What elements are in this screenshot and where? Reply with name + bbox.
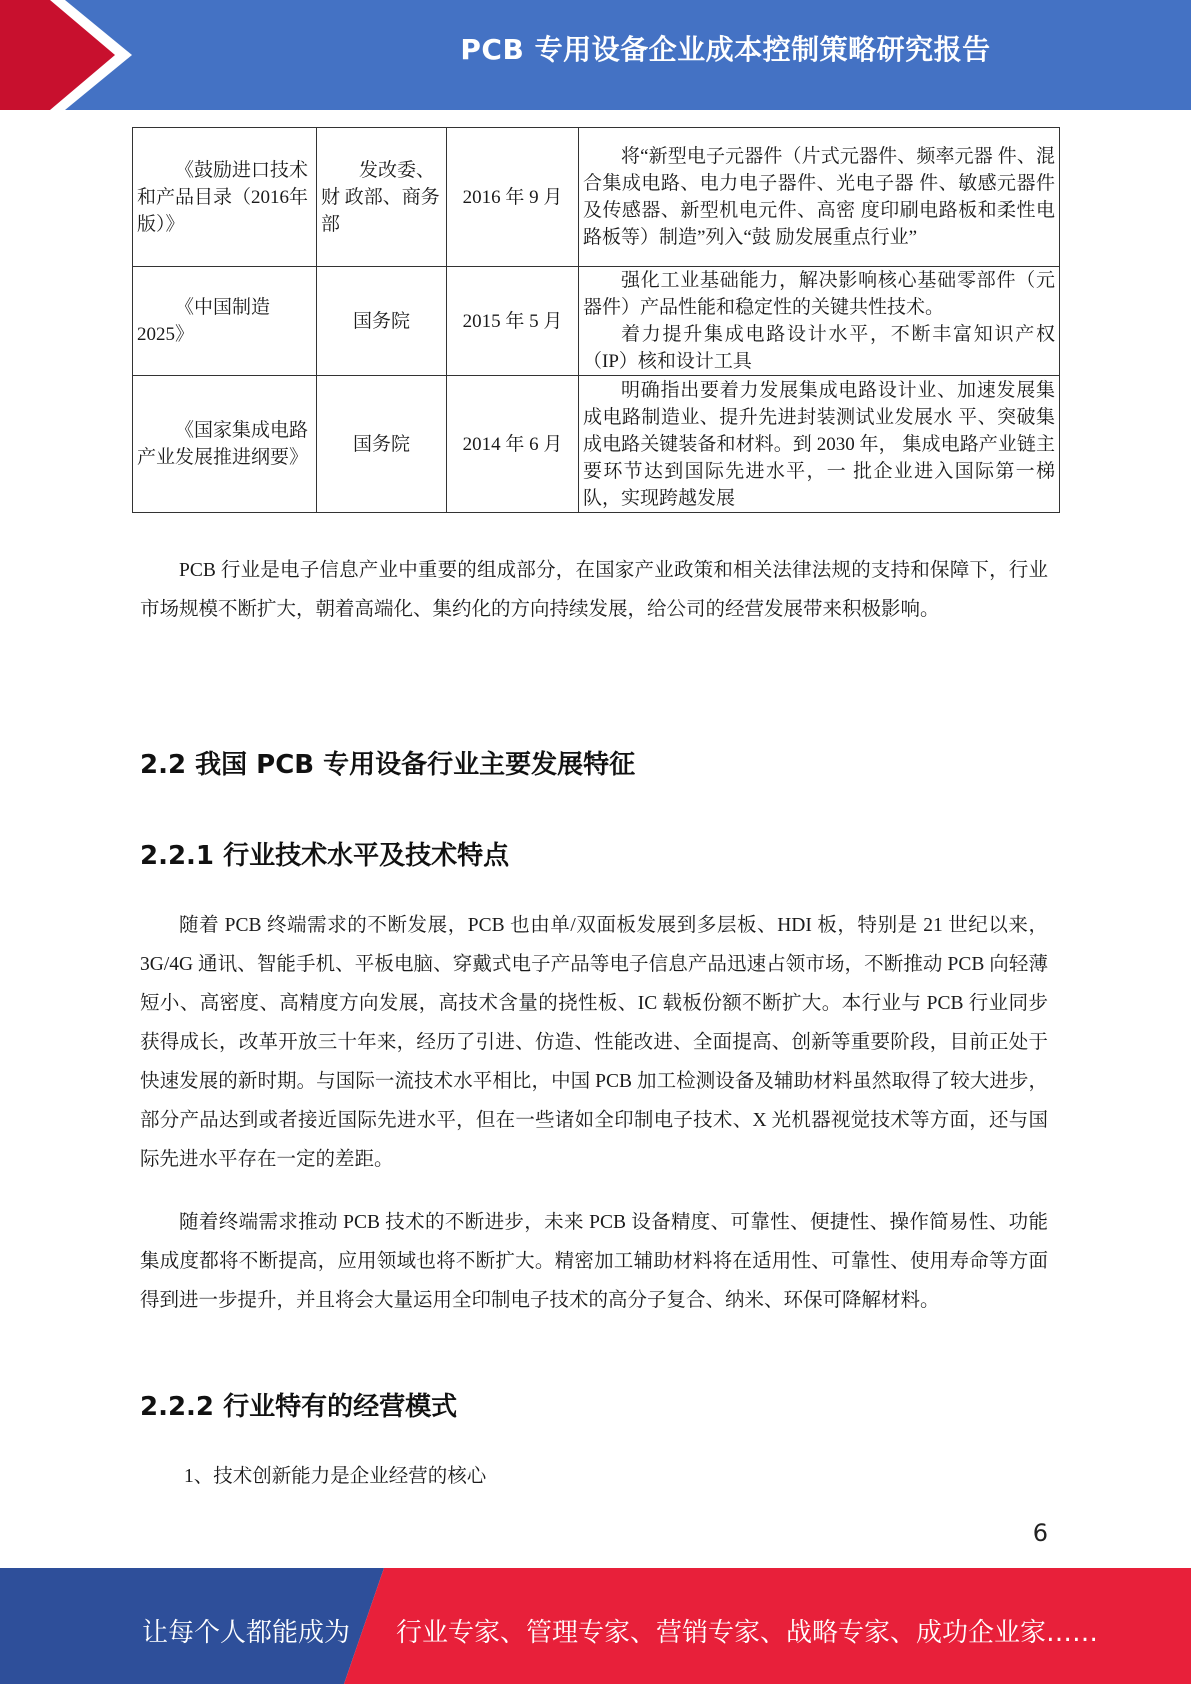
policy-content: 强化工业基础能力，解决影响核心基础零部件（元器件）产品性能和稳定性的关键共性技术。 xyxy=(583,270,1055,318)
paragraph-technology-level: 随着 PCB 终端需求的不断发展，PCB 也由单/双面板发展到多层板、HDI 板，特别是 21 世纪以来，3G/4G 通讯、智能手机、平板电脑、穿戴式电子产品等电子信息产品迅速占领市场，不断推动 PCB 向轻薄短小、高密度、高精度方向发展，高技术含量的挠性板、IC 载板份额不断扩大。本行业与 PCB 行业同步获得成长，改革开放三十年来，经历了引进、仿造、性能改进、全面提高、创新等重要阶段，目前正处于快速发展的新时期。与国际一流技术水平相比，中国 PCB 加工检测设备及辅助材料虽然取得了较大进步，部分产品达到或者接近国际先进水平，但在一些诸如全印制电子技术、X 光机器视觉技术等方面，还与国际先进水平存在一定的差距。 xyxy=(140,915,1048,1170)
policy-org-cell xyxy=(317,128,447,267)
policy-content: 将“新型电子元器件（片式元器件、频率元器 件、混合集成电路、电力电子器件、光电子器 件、敏感元器件及传感器、新型机电元件、高密 度印刷电路板和柔性电路板等）制造”列入“鼓 励发展重点行业” xyxy=(583,146,1055,248)
footer-slogan-left: 让每个人都能成为 xyxy=(142,1618,351,1648)
policy-content-cell xyxy=(579,128,1060,267)
policy-name-cell xyxy=(133,267,317,376)
policy-table xyxy=(132,127,1060,513)
policy-content: 明确指出要着力发展集成电路设计业、加速发展集成电路制造业、提升先进封装测试业发展水 平、突破集成电路关键装备和材料。到 2030 年， 集成电路产业链主要环节达到国际先进水平，一 批企业进入国际第一梯队，实现跨越发展 xyxy=(583,379,1055,509)
policy-org: 发改委、财 政部、商务 部 xyxy=(321,159,440,235)
section-heading-2-2-1: 2.2.1 行业技术水平及技术特点 xyxy=(140,841,510,871)
section-heading-2-2-2: 2.2.2 行业特有的经营模式 xyxy=(140,1392,458,1422)
policy-date: 2015 年 5 月 xyxy=(447,267,579,376)
table-row xyxy=(133,376,1060,513)
policy-date: 2016 年 9 月 xyxy=(447,128,579,267)
table-row xyxy=(133,267,1060,376)
policy-name: 《中国制造 2025》 xyxy=(137,297,271,345)
policy-org: 国务院 xyxy=(317,267,447,376)
table-row xyxy=(133,128,1060,267)
list-item: 1、技术创新能力是企业经营的核心 xyxy=(184,1466,487,1487)
policy-name: 《鼓励进口技术和产品目录（2016年版）》 xyxy=(137,159,309,235)
policy-content-cell xyxy=(579,267,1060,376)
footer-slogan-right: 行业专家、管理专家、营销专家、战略专家、成功企业家…… xyxy=(396,1618,1099,1648)
policy-content: 着力提升集成电路设计水平，不断丰富知识产权（IP）核和设计工具 xyxy=(583,324,1055,372)
policy-name: 《国家集成电路产业发展推进纲要》 xyxy=(137,420,309,468)
policy-name-cell xyxy=(133,376,317,513)
section-heading-2-2: 2.2 我国 PCB 专用设备行业主要发展特征 xyxy=(140,750,636,780)
policy-name-cell xyxy=(133,128,317,267)
page-number: 6 xyxy=(1032,1519,1048,1547)
page-footer xyxy=(0,1568,1191,1684)
policy-content-cell xyxy=(579,376,1060,513)
header-chevron-decoration xyxy=(0,0,150,110)
page-header xyxy=(0,0,1191,110)
paragraph-future-trend: 随着终端需求推动 PCB 技术的不断进步，未来 PCB 设备精度、可靠性、便捷性、操作简易性、功能集成度都将不断提高，应用领域也将不断扩大。精密加工辅助材料将在适用性、可靠性、使用寿命等方面得到进一步提升，并且将会大量运用全印制电子技术的高分子复合、纳米、环保可降解材料。 xyxy=(140,1212,1048,1311)
report-title: PCB 专用设备企业成本控制策略研究报告 xyxy=(460,33,991,66)
policy-org: 国务院 xyxy=(317,376,447,513)
policy-date: 2014 年 6 月 xyxy=(447,376,579,513)
paragraph-industry-overview: PCB 行业是电子信息产业中重要的组成部分，在国家产业政策和相关法律法规的支持和保障下，行业市场规模不断扩大，朝着高端化、集约化的方向持续发展，给公司的经营发展带来积极影响。 xyxy=(140,560,1048,620)
